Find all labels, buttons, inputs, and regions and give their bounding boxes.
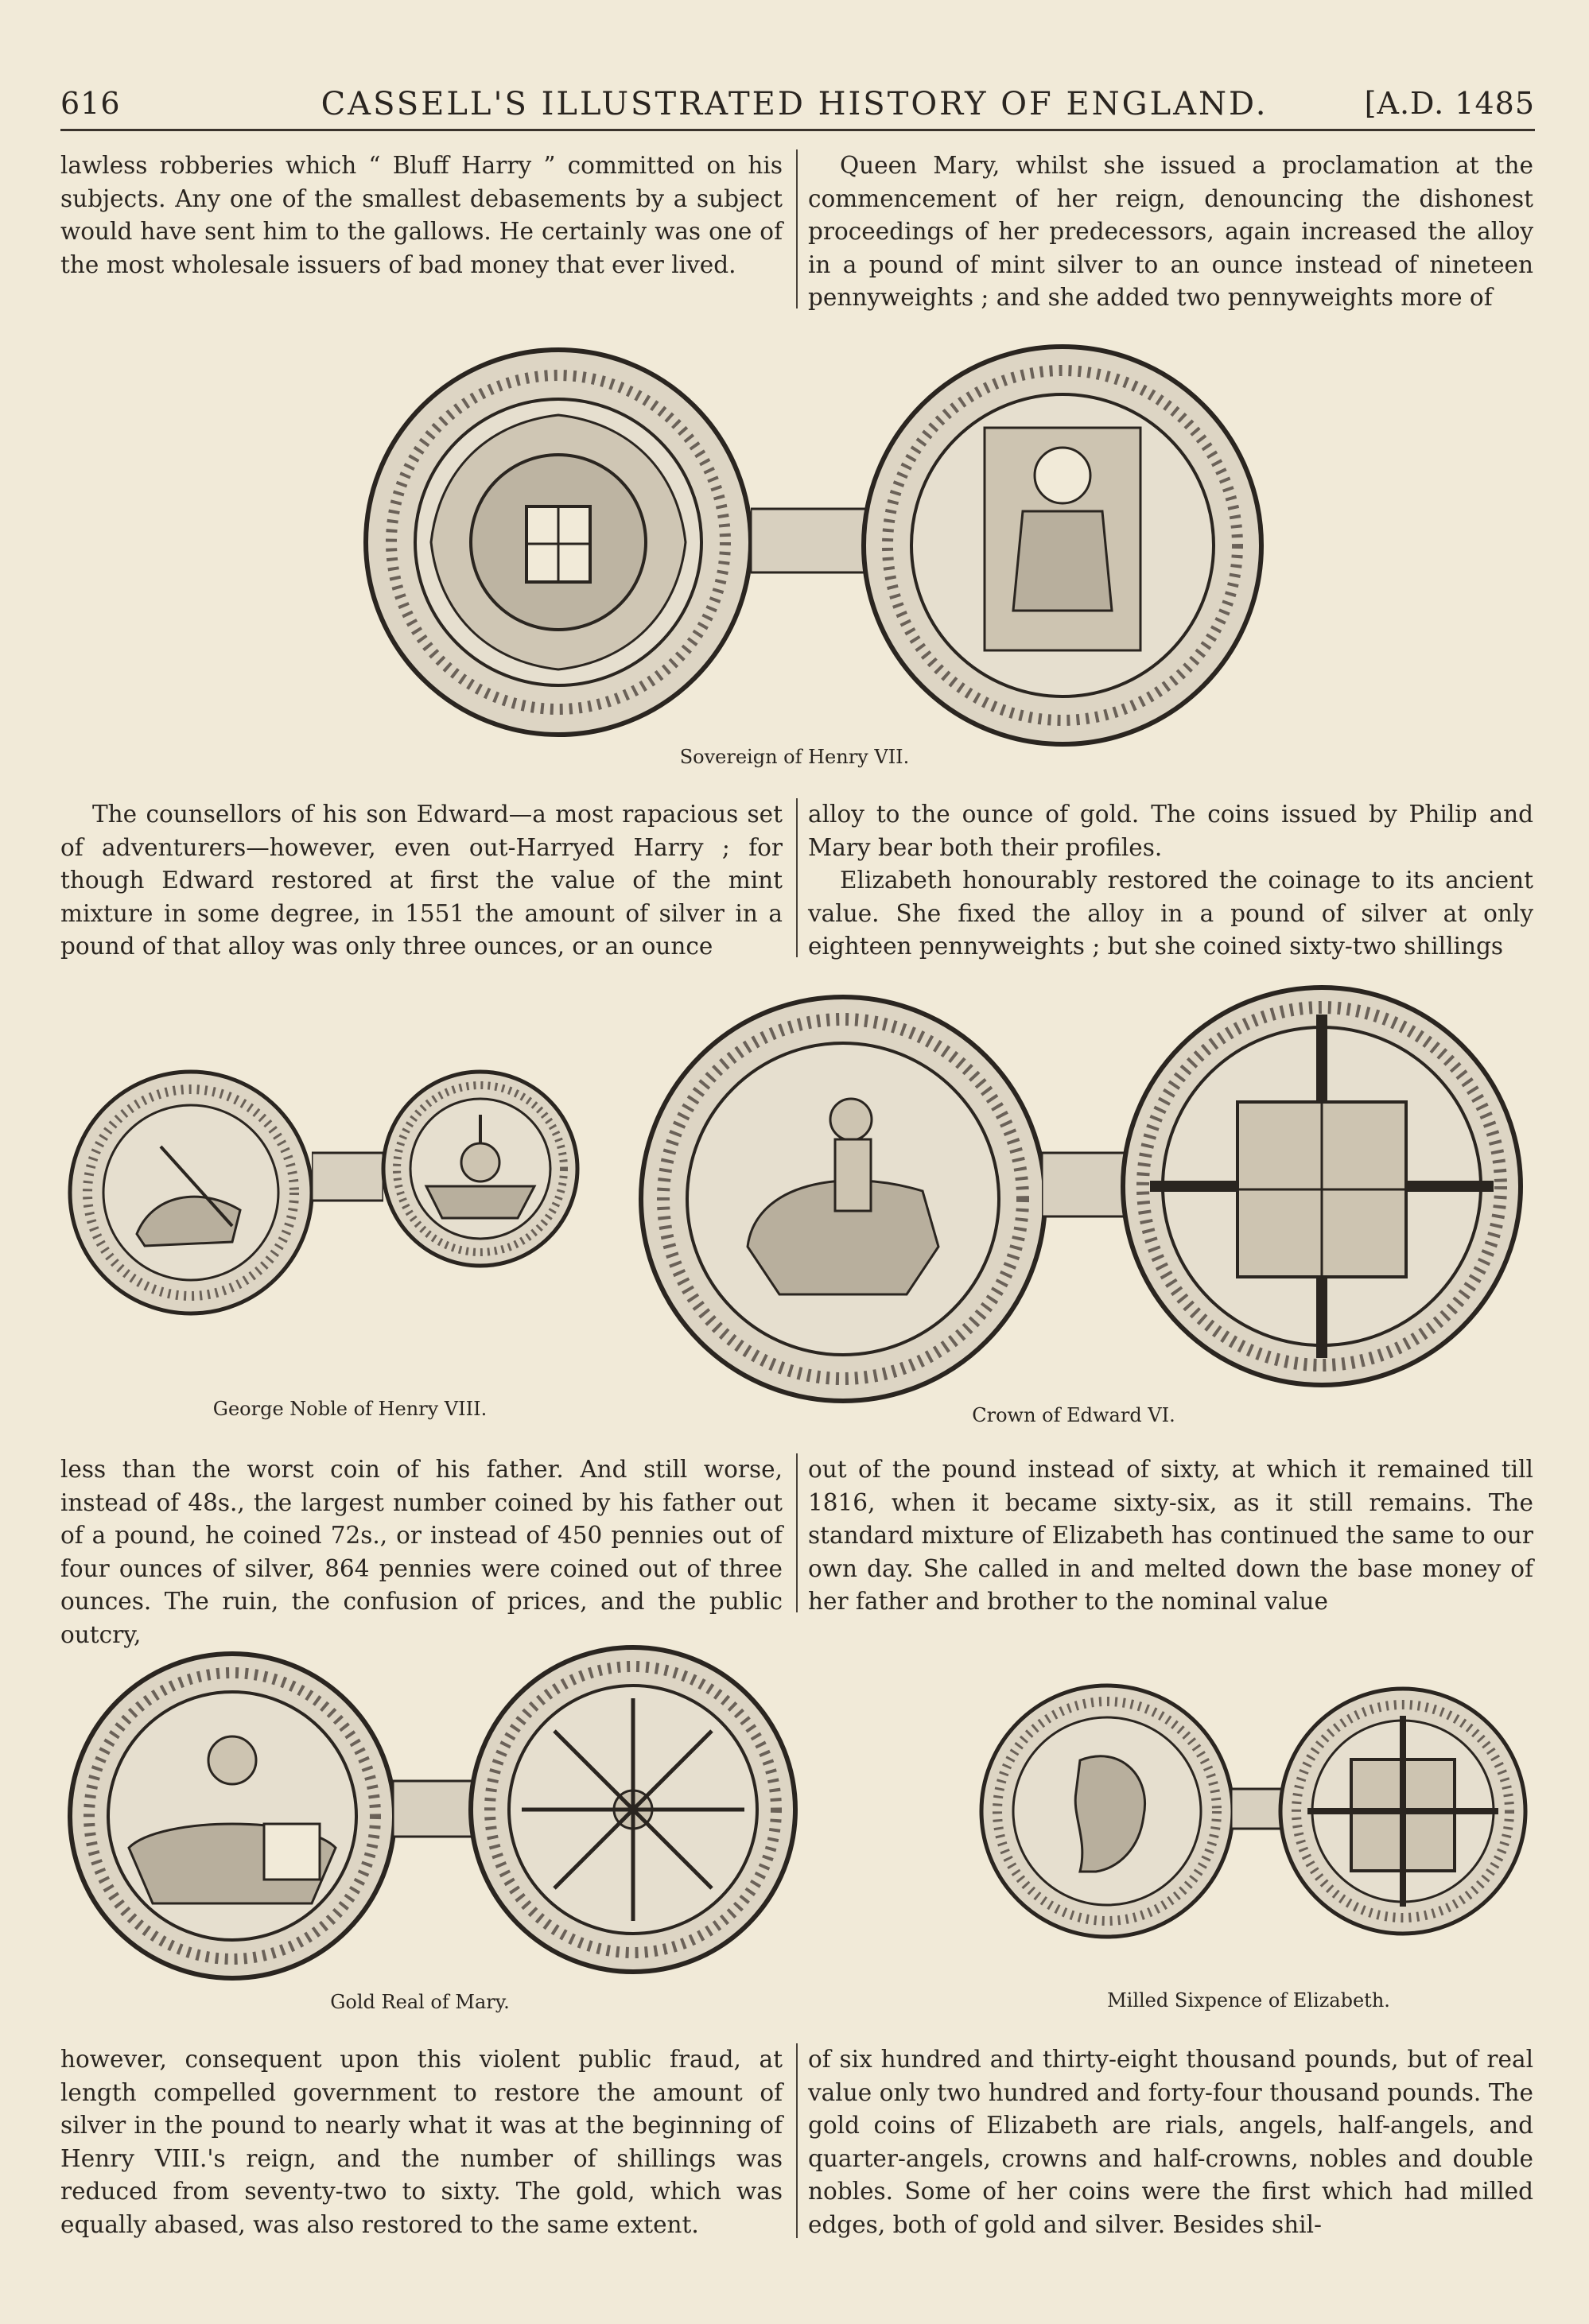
paragraph: out of the pound instead of sixty, at which it remained till 1816, when it became sixty-six, as it still remains. The standard mixture of Elizabeth has continued the same to our own day. She called in and melted down the base money of her father and brother to the nominal value xyxy=(808,1456,1533,1615)
text-block-4-left xyxy=(60,2043,783,2241)
paragraph: alloy to the ounce of gold. The coins issued by Philip and Mary bear both their profiles. xyxy=(808,801,1533,861)
page-number: 616 xyxy=(60,86,121,121)
caption-sovereign: Sovereign of Henry VII. xyxy=(679,746,910,768)
paragraph: Elizabeth honourably restored the coinage to its ancient value. She fixed the alloy in a pound of silver at only eighteen pennyweights ; but she coined sixty-two shillings xyxy=(808,867,1533,960)
sovereign-obverse-icon xyxy=(359,343,757,741)
caption-gold-real: Gold Real of Mary. xyxy=(330,1991,510,2013)
coin-join-icon xyxy=(1231,1781,1282,1837)
coin-join-icon xyxy=(1042,1145,1129,1224)
paragraph: of six hundred and thirty-eight thousand pounds, but of real value only two hundred and forty-four thousand pounds. The gold coins of Elizabeth are rials, angels, half-angels, and quarter-angels, crowns and half-crowns, nobles and double nobles. Some of her coins were the first which had milled edges, both of gold and silver. Besides shil- xyxy=(808,2046,1533,2238)
text-block-2-left xyxy=(60,798,783,964)
crown-obverse-icon xyxy=(636,992,1050,1406)
caption-crown: Crown of Edward VI. xyxy=(972,1404,1175,1426)
paragraph: less than the worst coin of his father. And still worse, instead of 48s., the largest number coined by his father out of a pound, he coined 72s., or instead of 450 pennies out of four ounces of silver, 864 pennies were coined out of three ounces. The ruin, the confusion of prices, and the public outcry, xyxy=(60,1456,783,1648)
column-divider xyxy=(796,2043,798,2238)
sovereign-reverse-icon xyxy=(857,340,1268,751)
header-rule xyxy=(60,129,1535,131)
text-block-4-right xyxy=(808,2043,1533,2241)
text-block-1-left xyxy=(60,149,783,281)
running-date: [A.D. 1485 xyxy=(1364,86,1535,121)
sixpence-reverse-icon xyxy=(1276,1684,1530,1938)
coin-join-icon xyxy=(751,501,870,580)
george-noble-reverse-icon xyxy=(379,1067,582,1271)
paragraph: however, consequent upon this violent public fraud, at length compelled government to restore the amount of silver in the pound to nearly what it was at the beginning of Henry VIII.'s reign, and the number of shillings was reduced from seventy-two to sixty. The gold, which was equally abased, was also restored to the same extent. xyxy=(60,2046,783,2238)
crown-reverse-icon xyxy=(1118,983,1525,1390)
coin-join-icon xyxy=(312,1145,383,1209)
column-divider xyxy=(796,1453,798,1612)
text-block-3-left xyxy=(60,1453,783,1651)
paragraph: lawless robberies which “ Bluff Harry ” committed on his subjects. Any one of the smallest debasements by a subject would have sent him to the gallows. He certainly was one of the most wholesale issuers of bad money that ever lived. xyxy=(60,152,783,278)
caption-sixpence: Milled Sixpence of Elizabeth. xyxy=(1107,1989,1390,2012)
text-block-3-right xyxy=(808,1453,1533,1619)
text-block-2-right xyxy=(808,798,1533,964)
running-title: CASSELL'S ILLUSTRATED HISTORY OF ENGLAND. xyxy=(321,86,1268,122)
gold-real-obverse-icon xyxy=(65,1649,399,1983)
coin-join-icon xyxy=(393,1773,472,1845)
column-divider xyxy=(796,149,798,308)
paragraph: Queen Mary, whilst she issued a proclamation at the commencement of her reign, denouncing the dishonest proceedings of her predecessors, again increased the alloy in a pound of mint silver to an ounce instead of nineteen pennyweights ; and she added two pennyweights more of xyxy=(808,152,1533,311)
sixpence-obverse-icon xyxy=(977,1681,1237,1942)
caption-george-noble: George Noble of Henry VIII. xyxy=(212,1398,488,1420)
column-divider xyxy=(796,798,798,957)
george-noble-obverse-icon xyxy=(65,1067,317,1318)
paragraph: The counsellors of his son Edward—a most rapacious set of adventurers—however, even out-Harryed Harry ; for though Edward restored at first the value of the mint mixture in some degree, in 1551 the amount of silver in a pound of that alloy was only three ounces, or an ounce xyxy=(60,801,783,960)
text-block-1-right xyxy=(808,149,1533,315)
gold-real-reverse-icon xyxy=(466,1643,800,1977)
